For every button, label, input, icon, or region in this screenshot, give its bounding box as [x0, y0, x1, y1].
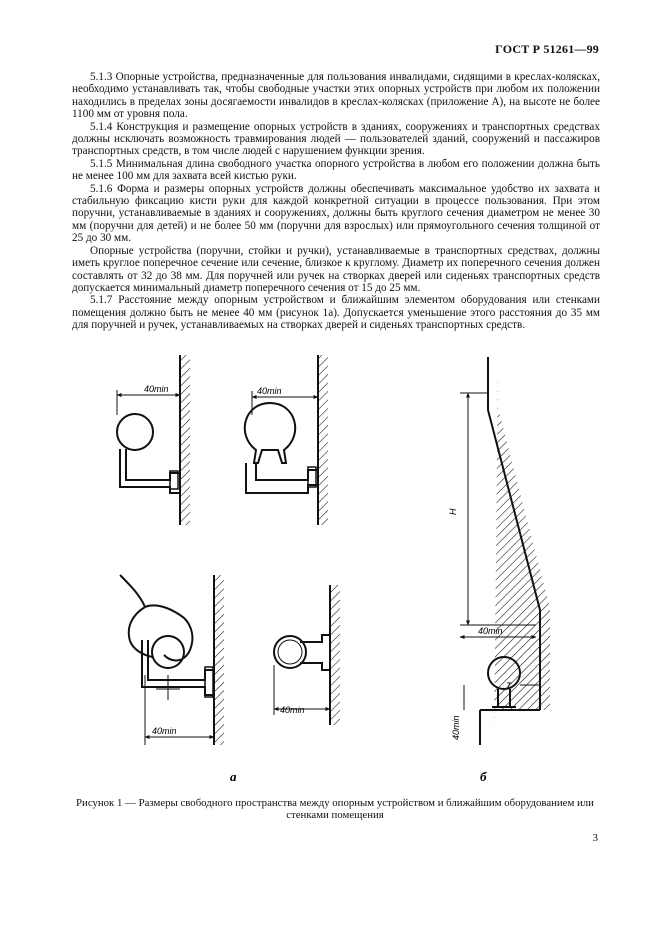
figure-1: [60, 345, 620, 790]
paragraph-5-1-5: 5.1.5 Минимальная длина свободного участка опорного устройства в любом его положении должна быть не менее 100 мм для захвата всей кистью руки.: [72, 157, 600, 183]
paragraph-transport-supports: Опорные устройства (поручни, стойки и ручки), устанавливаемые в транспортных средствах, должны иметь круглое поперечное сечение или сечение, близкое к круглому. Диаметр их поперечного сечения должен составлять от 32 до 38 мм. Для поручней или ручек на створках дверей или сиденьях транспортных средств допускается минимальный диаметр поперечного сечения от 15 до 25 мм.: [72, 244, 600, 294]
page-number: 3: [592, 832, 598, 844]
dim-label-6: 40min: [451, 715, 461, 740]
drawing-handrail-round-bracket: [117, 355, 190, 525]
paragraph-5-1-7: 5.1.7 Расстояние между опорным устройством и ближайшим элементом оборудования или стенками помещения должно быть не менее 40 мм (рисунок 1а). Допускается уменьшение этого расстояния до 35 мм для поручней и ручек, устанавливаемых на створках дверей и сиденьях транспортных средств.: [72, 294, 600, 332]
document-header: ГОСТ Р 51261—99: [495, 42, 599, 56]
drawing-rail-side: [274, 585, 340, 725]
drawing-handrail-profile: [245, 355, 328, 525]
drawing-sloped-wall: [460, 357, 550, 745]
dim-label-5: 40min: [478, 626, 503, 636]
dim-label-4: 40min: [280, 705, 305, 715]
figure-1-drawing: [60, 345, 620, 790]
drawing-hand-grip: [120, 575, 224, 745]
dim-label-3: 40min: [152, 726, 177, 736]
panel-label-b: б: [480, 769, 487, 784]
figure-caption: Рисунок 1 — Размеры свободного пространства между опорным устройством и ближайшим оборудованием или стенками помещения: [76, 797, 594, 821]
panel-label-a: а: [230, 769, 237, 784]
paragraph-5-1-3: 5.1.3 Опорные устройства, предназначенные для пользования инвалидами, сидящими в креслах-колясках, необходимо устанавливать так, чтобы свободные участки этих опорных устройств при любом их положении находились в пределах зоны досягаемости инвалидов в креслах-колясках (приложение А), на высоте не более 1100 мм от уровня пола.: [72, 71, 600, 121]
paragraph-5-1-4: 5.1.4 Конструкция и размещение опорных устройств в зданиях, сооружениях и транспортных средствах должны исключать возможность травмирования людей — пользователей зданий, сооружений и пассажиров транспортных средств, в том числе людей с нарушением функции зрения.: [72, 120, 600, 158]
height-label: H: [448, 508, 458, 515]
dim-label-1: 40min: [144, 384, 169, 394]
body-text: [72, 71, 600, 332]
dim-label-2: 40min: [257, 386, 282, 396]
t-label: T: [506, 681, 512, 691]
paragraph-5-1-6: 5.1.6 Форма и размеры опорных устройств должны обеспечивать максимальное удобство их захвата и стабильную фиксацию кисти руки для каждой конкретной ситуации в процессе пользования. При этом поручни, устанавливаемые в зданиях и сооружениях, должны быть круглого сечения диаметром не менее 30 мм (поручни для детей) и не более 50 мм (поручни для взрослых) или прямоугольного сечения толщиной от 25 до 30 мм.: [72, 182, 600, 245]
